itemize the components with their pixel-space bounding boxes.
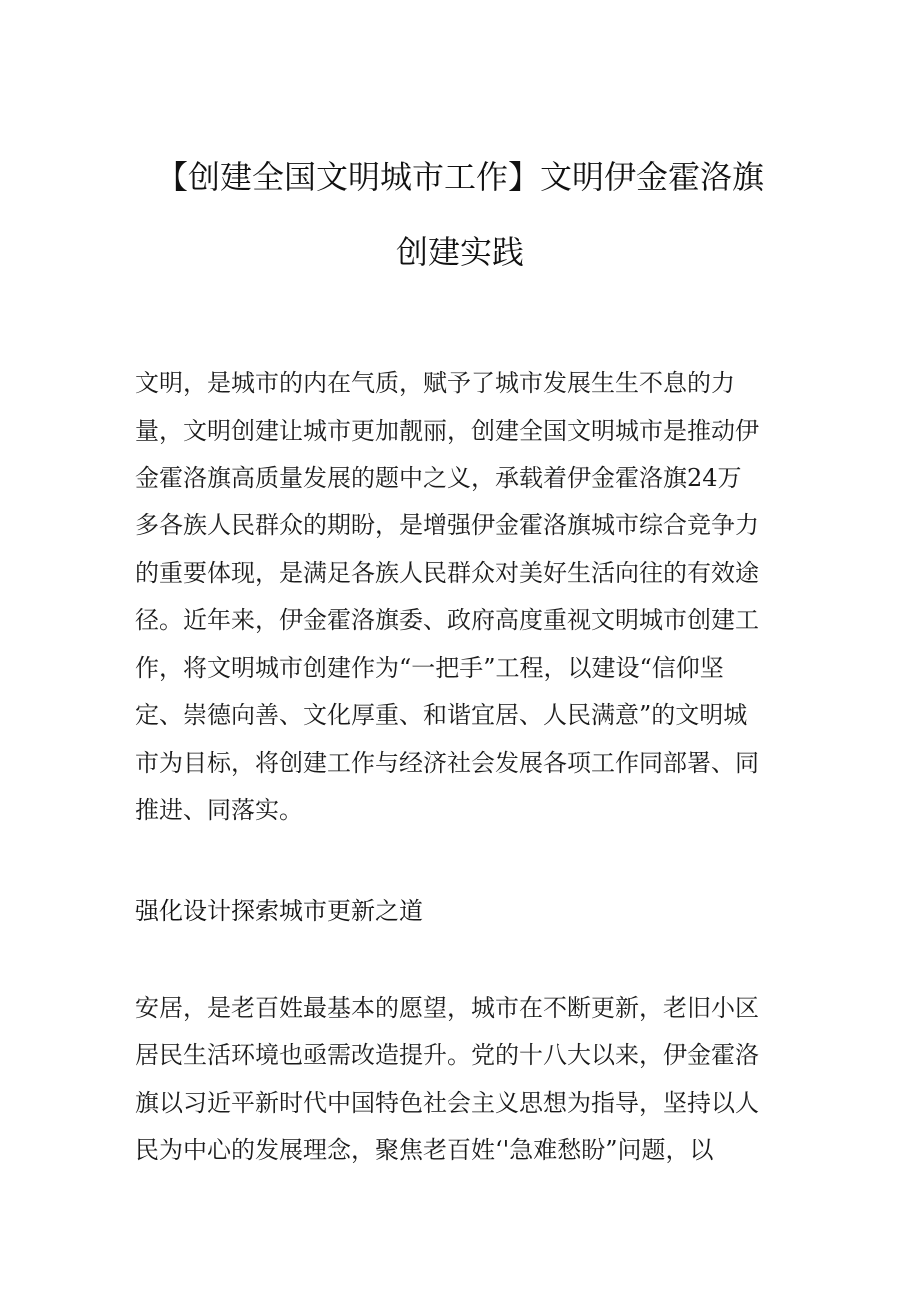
paragraph-2-line: 居民生活环境也亟需改造提升。党的十八大以来，伊金霍洛 <box>135 1041 759 1069</box>
section-heading: 强化设计探索城市更新之道 <box>135 897 423 925</box>
paragraph-1-line: 作，将文明城市创建作为“一把手”工程，以建设“信仰坚 <box>135 654 724 682</box>
paragraph-2-line: 民为中心的发展理念，聚焦老百姓‘'急难愁盼”问题，以 <box>135 1136 714 1164</box>
paragraph-1-line: 多各族人民群众的期盼，是增强伊金霍洛旗城市综合竞争力 <box>135 511 759 539</box>
document-title-line-2: 创建实践 <box>395 233 524 271</box>
paragraph-1-line: 定、崇德向善、文化厚重、和谐宜居、人民满意”的文明城 <box>135 701 748 729</box>
paragraph-1-line: 文明，是城市的内在气质，赋予了城市发展生生不息的力 <box>135 369 735 397</box>
paragraph-1-line: 金霍洛旗高质量发展的题中之义，承载着伊金霍洛旗24万 <box>135 464 742 492</box>
paragraph-1-line: 量，文明创建让城市更加靓丽，创建全国文明城市是推动伊 <box>135 417 759 445</box>
document-title-line-1: 【创建全国文明城市工作】文明伊金霍洛旗 <box>155 158 764 196</box>
paragraph-1-line: 径。近年来，伊金霍洛旗委、政府高度重视文明城市创建工 <box>135 606 759 634</box>
paragraph-2-line: 安居，是老百姓最基本的愿望，城市在不断更新，老旧小区 <box>135 994 759 1022</box>
paragraph-1-line: 推进、同落实。 <box>135 796 303 824</box>
paragraph-2-line: 旗以习近平新时代中国特色社会主义思想为指导，坚持以人 <box>135 1089 759 1117</box>
paragraph-1-line: 的重要体现，是满足各族人民群众对美好生活向往的有效途 <box>135 559 759 587</box>
paragraph-1-line: 市为目标，将创建工作与经济社会发展各项工作同部署、同 <box>135 749 759 777</box>
